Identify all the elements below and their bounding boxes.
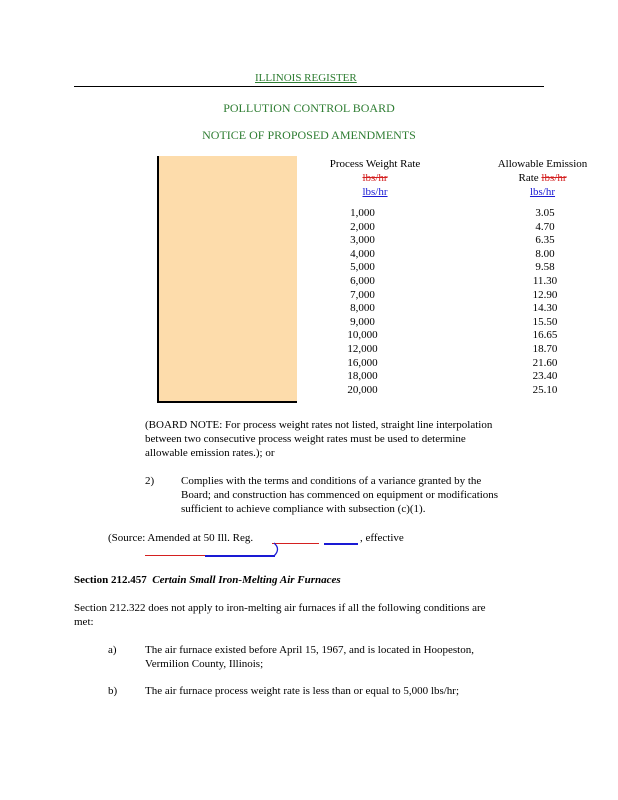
board-note-line2: between two consecutive process weight rates must be used to determine (145, 433, 466, 445)
weight-cell: 16,000 (347, 356, 378, 369)
emission-cell: 23.40 (532, 370, 558, 383)
weight-cell: 9,000 (350, 315, 375, 328)
emission-cell: 18.70 (532, 342, 558, 355)
emission-cell: 21.60 (532, 356, 558, 369)
highlight-left-border (157, 156, 159, 403)
emission-column (515, 207, 575, 397)
close-paren-mark (272, 542, 282, 558)
item-b-text (145, 684, 565, 698)
board-note (145, 418, 555, 460)
emission-cell: 11.30 (532, 274, 558, 287)
emission-cell: 16.65 (532, 329, 558, 342)
emission-cell: 4.70 (535, 220, 555, 233)
section-heading (74, 573, 341, 587)
item-b-label: b) (108, 685, 118, 697)
section-title: Certain Small Iron-Melting Air Furnaces (152, 574, 341, 586)
source-text: (Source: Amended at 50 Ill. Reg. (108, 532, 254, 544)
header-rule (74, 86, 544, 87)
register-title: ILLINOIS REGISTER (255, 72, 357, 84)
item-a-label: a) (108, 644, 117, 656)
item-a-text (145, 643, 565, 671)
col2-rate-line (480, 171, 605, 185)
weight-cell: 2,000 (350, 220, 375, 233)
source-blank-blue (324, 543, 358, 545)
col2-rate: Rate (518, 172, 542, 184)
col2-header (480, 157, 605, 199)
emission-cell: 14.30 (532, 302, 558, 315)
emission-cell: 3.05 (535, 207, 555, 219)
emission-cell: 15.50 (532, 315, 558, 328)
section-intro-line1: Section 212.322 does not apply to iron-melting air furnaces if all the following conditions are (74, 602, 486, 614)
col1-deleted-unit: lbs/hr (362, 172, 388, 184)
board-title: POLLUTION CONTROL BOARD (223, 101, 395, 115)
emission-cell: 9.58 (535, 261, 555, 274)
item-a-line1: The air furnace existed before April 15, 1967, and is located in Hoopeston, (145, 644, 474, 656)
weight-cell: 12,000 (347, 342, 378, 355)
col2-title: Allowable Emission (497, 158, 588, 170)
weight-cell: 4,000 (350, 247, 375, 260)
section-intro-line2: met: (74, 616, 94, 628)
weight-column (315, 207, 410, 397)
emission-cell: 12.90 (532, 288, 558, 301)
col1-inserted-unit: lbs/hr (362, 186, 388, 198)
weight-cell: 6,000 (350, 274, 375, 287)
weight-cell: 5,000 (350, 261, 375, 274)
col1-title: Process Weight Rate (329, 158, 421, 170)
item2-line3: sufficient to achieve compliance with subsection (c)(1). (181, 503, 426, 515)
highlight-bottom-border (157, 401, 297, 403)
source-effective: , effective (360, 532, 404, 544)
col1-header (315, 157, 435, 199)
board-note-line1: (BOARD NOTE: For process weight rates not listed, straight line interpolation (145, 419, 493, 431)
weight-cell: 10,000 (347, 329, 378, 342)
item2-line1: Complies with the terms and conditions of a variance granted by the (181, 475, 482, 487)
section-number: Section 212.457 (74, 574, 147, 586)
weight-cell: 1,000 (350, 207, 375, 219)
effective-blank-blue (205, 555, 275, 557)
weight-cell: 20,000 (347, 383, 378, 396)
weight-cell: 7,000 (350, 288, 375, 301)
weight-cell: 18,000 (347, 370, 378, 383)
emission-cell: 25.10 (532, 383, 558, 396)
effective-blank-red (145, 555, 205, 556)
item-b-line1: The air furnace process weight rate is less than or equal to 5,000 lbs/hr; (145, 685, 460, 697)
col2-inserted-unit: lbs/hr (529, 186, 556, 198)
emission-cell: 6.35 (535, 234, 555, 247)
item2-number: 2) (145, 475, 155, 487)
section-intro (74, 601, 544, 629)
col2-deleted-unit: lbs/hr (541, 172, 567, 184)
weight-cell: 3,000 (350, 234, 375, 247)
emission-cell: 8.00 (535, 247, 555, 260)
notice-title: NOTICE OF PROPOSED AMENDMENTS (202, 128, 416, 142)
weight-cell: 8,000 (350, 302, 375, 315)
highlight-block (157, 156, 297, 403)
board-note-line3: allowable emission rates.); or (145, 447, 275, 459)
item2-line2: Board; and construction has commenced on equipment or modifications (181, 489, 499, 501)
item2-text (181, 474, 561, 516)
item-a-line2: Vermilion County, Illinois; (145, 658, 264, 670)
